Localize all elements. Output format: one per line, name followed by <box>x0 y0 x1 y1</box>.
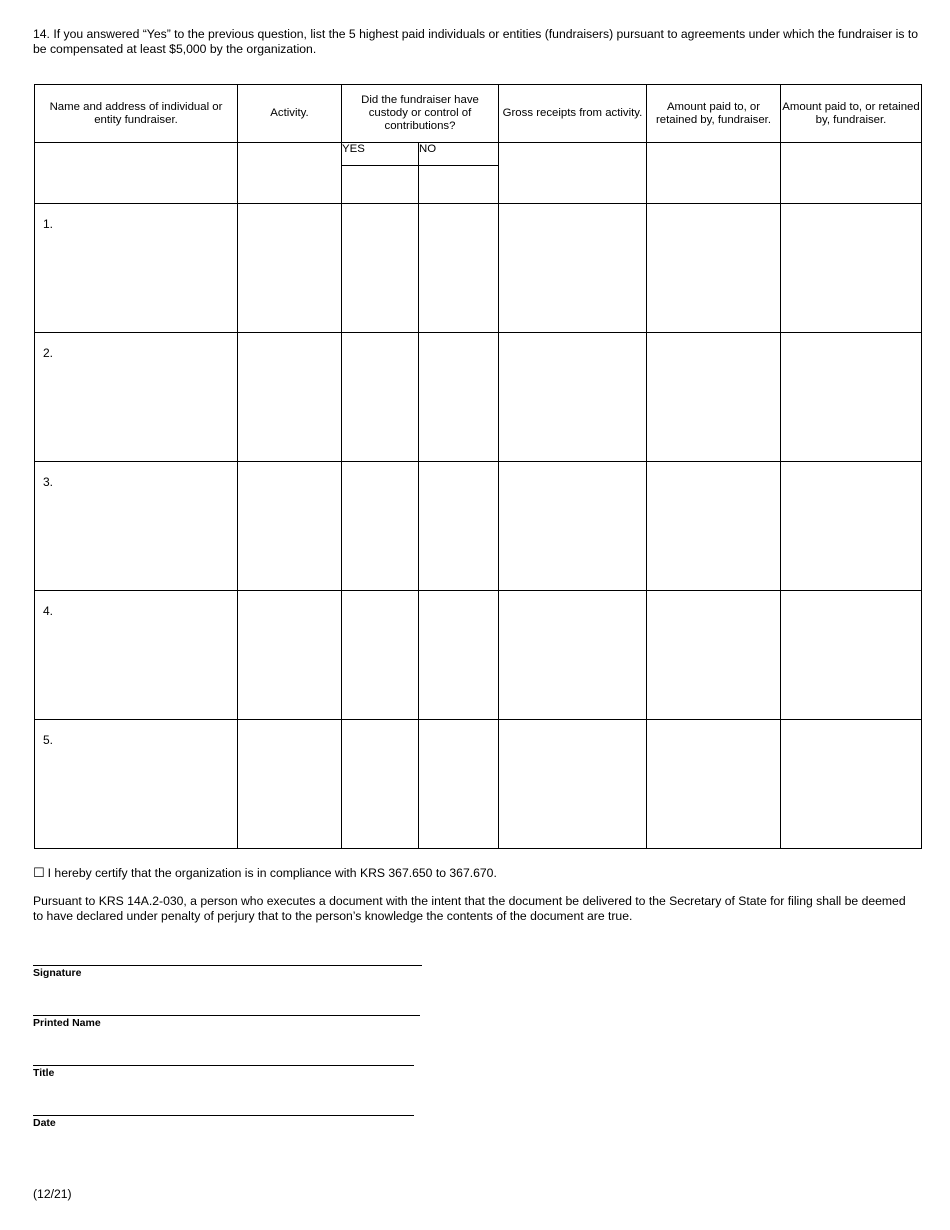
row-number: 5. <box>43 733 54 747</box>
table-row <box>35 591 922 720</box>
header-activity: Activity. <box>238 85 342 143</box>
row-number: 2. <box>43 346 54 360</box>
certification-statement <box>33 865 497 881</box>
fundraiser-table <box>34 84 922 849</box>
amount-paid-cell[interactable] <box>647 462 781 591</box>
no-cell[interactable] <box>419 462 499 591</box>
yes-cell[interactable] <box>342 591 419 720</box>
subheader-blank-activity <box>238 143 342 204</box>
signature-label: Signature <box>33 967 82 979</box>
header-amount-paid-2: Amount paid to, or retained by, fundraiser. <box>781 85 922 143</box>
table-row <box>35 462 922 591</box>
yes-cell[interactable] <box>342 333 419 462</box>
yes-cell[interactable] <box>342 204 419 333</box>
no-cell[interactable] <box>419 591 499 720</box>
perjury-notice: Pursuant to KRS 14A.2-030, a person who executes a document with the intent that the document be delivered to the Secretary of State for filing shall be deemed to have declared under penalty of perjury that to the person’s knowledge the contents of the document are true. <box>33 894 906 923</box>
name-address-cell[interactable] <box>35 720 238 849</box>
header-custody-control: Did the fundraiser have custody or control of contributions? <box>342 85 499 143</box>
activity-cell[interactable] <box>238 204 342 333</box>
no-cell[interactable] <box>419 204 499 333</box>
table-row <box>35 204 922 333</box>
checkbox-icon[interactable]: ☐ <box>33 865 45 880</box>
activity-cell[interactable] <box>238 333 342 462</box>
amount-paid-cell-2[interactable] <box>781 333 922 462</box>
amount-paid-cell-2[interactable] <box>781 204 922 333</box>
certification-text: I hereby certify that the organization is in compliance with KRS 367.650 to 367.670. <box>47 866 497 880</box>
gross-receipts-cell[interactable] <box>499 333 647 462</box>
activity-cell[interactable] <box>238 720 342 849</box>
no-column-label: NO <box>419 143 499 166</box>
form-revision: (12/21) <box>33 1187 72 1201</box>
printed-name-label: Printed Name <box>33 1017 101 1029</box>
row-number: 1. <box>43 217 54 231</box>
no-cell[interactable] <box>419 333 499 462</box>
subheader-blank-paid <box>647 143 781 204</box>
yes-blank-cell <box>342 166 419 204</box>
header-amount-paid: Amount paid to, or retained by, fundraiser. <box>647 85 781 143</box>
activity-cell[interactable] <box>238 462 342 591</box>
amount-paid-cell[interactable] <box>647 720 781 849</box>
signature-line[interactable] <box>33 965 422 966</box>
name-address-cell[interactable] <box>35 204 238 333</box>
gross-receipts-cell[interactable] <box>499 591 647 720</box>
table-row <box>35 720 922 849</box>
subheader-blank-paid-2 <box>781 143 922 204</box>
gross-receipts-cell[interactable] <box>499 462 647 591</box>
amount-paid-cell[interactable] <box>647 333 781 462</box>
amount-paid-cell-2[interactable] <box>781 462 922 591</box>
header-gross-receipts: Gross receipts from activity. <box>499 85 647 143</box>
table-row <box>35 333 922 462</box>
printed-name-line[interactable] <box>33 1015 420 1016</box>
name-address-cell[interactable] <box>35 591 238 720</box>
question-14-text: 14. If you answered “Yes” to the previous question, list the 5 highest paid individuals or entities (fundraisers) pursuant to agreements under which the fundraiser is to be compensated at least $5,000 by the organization. <box>33 27 918 56</box>
no-blank-cell <box>419 166 499 204</box>
gross-receipts-cell[interactable] <box>499 204 647 333</box>
row-number: 4. <box>43 604 54 618</box>
gross-receipts-cell[interactable] <box>499 720 647 849</box>
yes-cell[interactable] <box>342 462 419 591</box>
name-address-cell[interactable] <box>35 462 238 591</box>
name-address-cell[interactable] <box>35 333 238 462</box>
amount-paid-cell[interactable] <box>647 204 781 333</box>
amount-paid-cell[interactable] <box>647 591 781 720</box>
title-line[interactable] <box>33 1065 414 1066</box>
amount-paid-cell-2[interactable] <box>781 591 922 720</box>
date-label: Date <box>33 1117 56 1129</box>
subheader-blank-gross <box>499 143 647 204</box>
title-label: Title <box>33 1067 55 1079</box>
date-line[interactable] <box>33 1115 414 1116</box>
yes-column-label: YES <box>342 143 419 166</box>
activity-cell[interactable] <box>238 591 342 720</box>
row-number: 3. <box>43 475 54 489</box>
subheader-blank-name <box>35 143 238 204</box>
yes-cell[interactable] <box>342 720 419 849</box>
header-name-address: Name and address of individual or entity fundraiser. <box>35 85 238 143</box>
no-cell[interactable] <box>419 720 499 849</box>
amount-paid-cell-2[interactable] <box>781 720 922 849</box>
